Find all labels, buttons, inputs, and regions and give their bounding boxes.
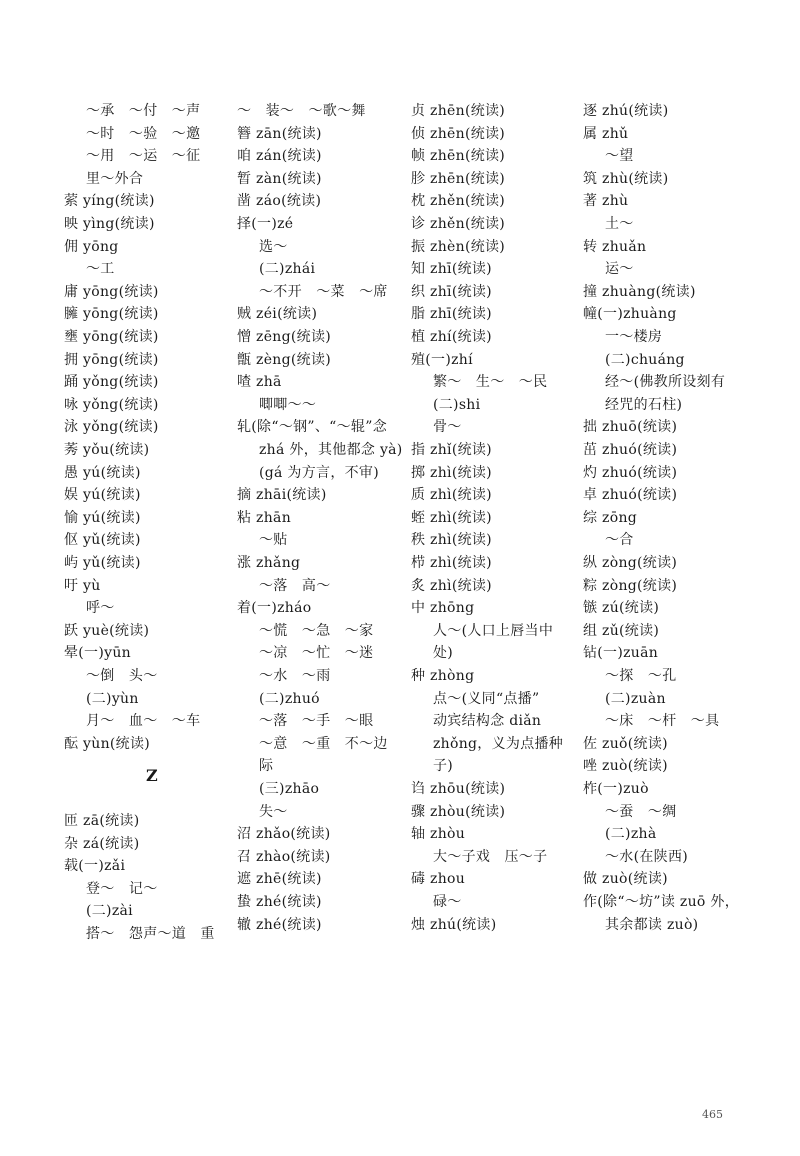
entry-line: 娱 yú(统读) (64, 487, 141, 504)
entry-line: 吁 yù (64, 577, 101, 594)
entry-line: 钻(一)zuān (583, 645, 659, 662)
entry-line: 撞 zhuàng(统读) (583, 283, 696, 300)
entry-line: 动宾结构念 diǎn (433, 713, 542, 730)
entry-line: 炙 zhì(统读) (411, 577, 492, 594)
entry-line: 土～ (605, 216, 634, 232)
entry-line: 跃 yuè(统读) (64, 622, 150, 639)
entry-line: 筑 zhù(统读) (583, 170, 669, 187)
entry-line: 择(一)zé (237, 216, 294, 232)
entry-line: 屿 yǔ(统读) (64, 555, 141, 571)
entry-line: 拥 yōng(统读) (64, 351, 159, 368)
entry-line: ～慌 ～急 ～家 (259, 622, 374, 639)
entry-line: 卓 zhuó(统读) (583, 487, 678, 504)
entry-line: 佣 yōng (64, 238, 119, 255)
entry-line: 杂 zá(统读) (64, 835, 140, 852)
entry-line: 踊 yǒng(统读) (64, 374, 159, 391)
entry-line: 点～(义同“点播” (433, 690, 540, 707)
entry-line: 知 zhī(统读) (411, 261, 492, 278)
entry-line: 摘 zhāi(统读) (237, 487, 327, 504)
entry-line: (二)zuàn (605, 690, 666, 707)
entry-line: 召 zhào(统读) (237, 848, 331, 865)
entry-line: ～落 ～手 ～眼 (259, 713, 374, 730)
entry-line: (二)zài (86, 903, 133, 920)
entry-line: (二)chuáng (605, 351, 685, 368)
entry-line: 着(一)zháo (237, 600, 312, 617)
entry-line: 粘 zhān (237, 509, 292, 526)
entry-line: 庸 yōng(统读) (64, 283, 159, 300)
entry-line: 一～楼房 (605, 329, 663, 345)
entry-line: zhǒng，义为点播种 (433, 735, 564, 752)
entry-line: 轧(除“～钢”、“～辊”念 (237, 419, 387, 436)
entry-line: 愉 yú(统读) (64, 509, 141, 526)
entry-line: 粽 zòng(统读) (583, 577, 678, 594)
entry-line: 经咒的石柱) (605, 396, 683, 413)
entry-line: 作(除“～坊”读 zuō 外， (583, 894, 739, 910)
entry-line: 中 zhōng (411, 600, 475, 617)
entry-line: 涨 zhǎng (237, 555, 301, 571)
entry-line: ～承 ～付 ～声 (86, 103, 201, 119)
entry-line: 唧唧～～ (259, 396, 317, 413)
entry-line: 胗 zhēn(统读) (411, 170, 506, 187)
entry-line: 憎 zēng(统读) (237, 329, 332, 345)
entry-line: 里～外合 (86, 170, 144, 187)
entry-line: 骤 zhòu(统读) (411, 803, 506, 820)
entry-line: (gá 为方言，不审) (259, 464, 379, 481)
entry-line: ～望 (605, 148, 634, 165)
entry-line: 繁～ 生～ ～民 (433, 374, 548, 391)
entry-line: 甑 zèng(统读) (237, 351, 332, 368)
entry-line: 诌 zhōu(统读) (411, 781, 506, 797)
entry-line: 咱 zán(统读) (237, 148, 322, 165)
entry-line: 脂 zhī(统读) (411, 306, 492, 323)
entry-line: 种 zhòng (411, 668, 475, 684)
entry-line: 著 zhù (583, 193, 629, 210)
entry-line: 烛 zhú(统读) (411, 916, 497, 933)
entry-line: ～蚕 ～绸 (605, 803, 677, 820)
entry-line: ～意 ～重 不～边 (259, 735, 388, 752)
entry-line: 泳 yǒng(统读) (64, 419, 159, 436)
entry-line: 晕(一)yūn (64, 645, 131, 662)
entry-line: 经～(佛教所设刻有 (605, 374, 726, 391)
entry-line: 凿 záo(统读) (237, 193, 322, 210)
entry-line: 萦 yíng(统读) (64, 193, 155, 210)
entry-line: 殖(一)zhí (411, 351, 473, 368)
entry-line: 秩 zhì(统读) (411, 532, 492, 549)
entry-line: 其余都读 zuò) (605, 916, 699, 933)
entry-line: 组 zǔ(统读) (583, 622, 660, 639)
entry-line: 转 zhuǎn (583, 238, 647, 255)
entry-line: 枕 zhěn(统读) (411, 193, 506, 210)
entry-line: 逐 zhú(统读) (583, 103, 669, 119)
entry-line: 登～ 记～ (86, 880, 158, 897)
entry-line: 匝 zā(统读) (64, 813, 140, 829)
entry-line: zhá 外，其他都念 yà) (259, 442, 403, 458)
entry-line: 映 yìng(统读) (64, 216, 155, 232)
entry-line: 帧 zhēn(统读) (411, 148, 506, 165)
entry-line: 栉 zhì(统读) (411, 555, 492, 571)
entry-line: 灼 zhuó(统读) (583, 464, 678, 481)
entry-line: (三)zhāo (259, 781, 320, 797)
entry-line: 蛭 zhì(统读) (411, 509, 492, 526)
entry-line: 簪 zān(统读) (237, 125, 322, 142)
entry-line: 蛰 zhé(统读) (237, 894, 322, 910)
entry-line: 织 zhī(统读) (411, 283, 492, 300)
entry-line: 人～(人口上唇当中 (433, 622, 554, 639)
entry-line: 振 zhèn(统读) (411, 238, 506, 255)
entry-line: ～床 ～杆 ～具 (605, 713, 720, 730)
entry-line: 轴 zhòu (411, 826, 466, 843)
entry-line: 贼 zéi(统读) (237, 306, 318, 323)
entry-line: 唑 zuò(统读) (583, 758, 668, 775)
entry-line: 质 zhì(统读) (411, 487, 492, 504)
entry-line: 际 (259, 758, 274, 775)
entry-line: (二)yùn (86, 690, 139, 707)
section-heading: Z (146, 766, 158, 785)
entry-line: 莠 yǒu(统读) (64, 442, 150, 458)
entry-line: 处) (433, 645, 454, 662)
entry-line: 月～ 血～ ～车 (86, 713, 201, 730)
entry-line: ～合 (605, 532, 634, 549)
entry-line: (二)shi (433, 396, 481, 413)
entry-line: 沼 zhǎo(统读) (237, 826, 331, 843)
entry-line: 子) (433, 758, 454, 775)
entry-line: ～ 装～ ～歌～舞 (237, 103, 366, 119)
entry-line: ～探 ～孔 (605, 668, 677, 684)
entry-line: 碌～ (433, 894, 462, 910)
entry-line: 诊 zhěn(统读) (411, 216, 506, 232)
entry-line: 运～ (605, 261, 634, 278)
entry-line: (二)zhái (259, 261, 316, 278)
entry-line: 做 zuò(统读) (583, 871, 668, 888)
entry-line: ～用 ～运 ～征 (86, 148, 201, 165)
entry-line: 臃 yōng(统读) (64, 306, 159, 323)
entry-line: 大～子戏 压～子 (433, 848, 548, 865)
entry-line: 掷 zhì(统读) (411, 464, 492, 481)
entry-line: 选～ (259, 238, 288, 255)
entry-line: 喳 zhā (237, 374, 282, 391)
entry-line: 柞(一)zuò (583, 781, 649, 797)
entry-line: 壅 yōng(统读) (64, 329, 159, 345)
page-number: 465 (702, 1108, 723, 1121)
entry-line: 咏 yǒng(统读) (64, 396, 159, 413)
entry-line: ～贴 (259, 532, 288, 549)
entry-line: 佐 zuǒ(统读) (583, 735, 668, 752)
entry-line: 碡 zhou (411, 871, 466, 888)
entry-line: 拙 zhuō(统读) (583, 419, 678, 436)
entry-line: ～倒 头～ (86, 668, 158, 684)
entry-line: 辙 zhé(统读) (237, 916, 322, 933)
entry-line: 幢(一)zhuàng (583, 306, 677, 323)
entry-line: 侦 zhēn(统读) (411, 125, 506, 142)
entry-line: 镞 zú(统读) (583, 600, 660, 617)
entry-line: 属 zhǔ (583, 125, 629, 142)
entry-line: 伛 yǔ(统读) (64, 532, 141, 549)
entry-line: 遮 zhē(统读) (237, 871, 322, 888)
entry-line: 暂 zàn(统读) (237, 170, 322, 187)
entry-line: 综 zōng (583, 509, 638, 526)
entry-line: 失～ (259, 803, 288, 820)
entry-line: ～时 ～验 ～邀 (86, 125, 201, 142)
entry-line: ～不开 ～菜 ～席 (259, 283, 388, 300)
entry-line: 茁 zhuó(统读) (583, 442, 678, 458)
entry-line: 愚 yú(统读) (64, 464, 141, 481)
entry-line: ～落 高～ (259, 577, 331, 594)
entry-line: ～水 ～雨 (259, 668, 331, 684)
entry-line: 纵 zòng(统读) (583, 555, 678, 571)
entry-line: ～水(在陕西) (605, 848, 689, 865)
entry-line: ～凉 ～忙 ～迷 (259, 645, 374, 662)
entry-line: 酝 yùn(统读) (64, 735, 151, 752)
entry-line: 贞 zhēn(统读) (411, 103, 506, 119)
entry-line: 植 zhí(统读) (411, 329, 492, 345)
entry-line: 载(一)zǎi (64, 858, 126, 875)
entry-line: 指 zhǐ(统读) (411, 442, 492, 458)
entry-line: 搭～ 怨声～道 重 (86, 926, 215, 942)
entry-line: (二)zhuó (259, 690, 320, 707)
entry-line: 骨～ (433, 419, 462, 436)
entry-line: ～工 (86, 261, 115, 278)
entry-line: 呼～ (86, 600, 115, 617)
entry-line: (二)zhà (605, 826, 657, 843)
